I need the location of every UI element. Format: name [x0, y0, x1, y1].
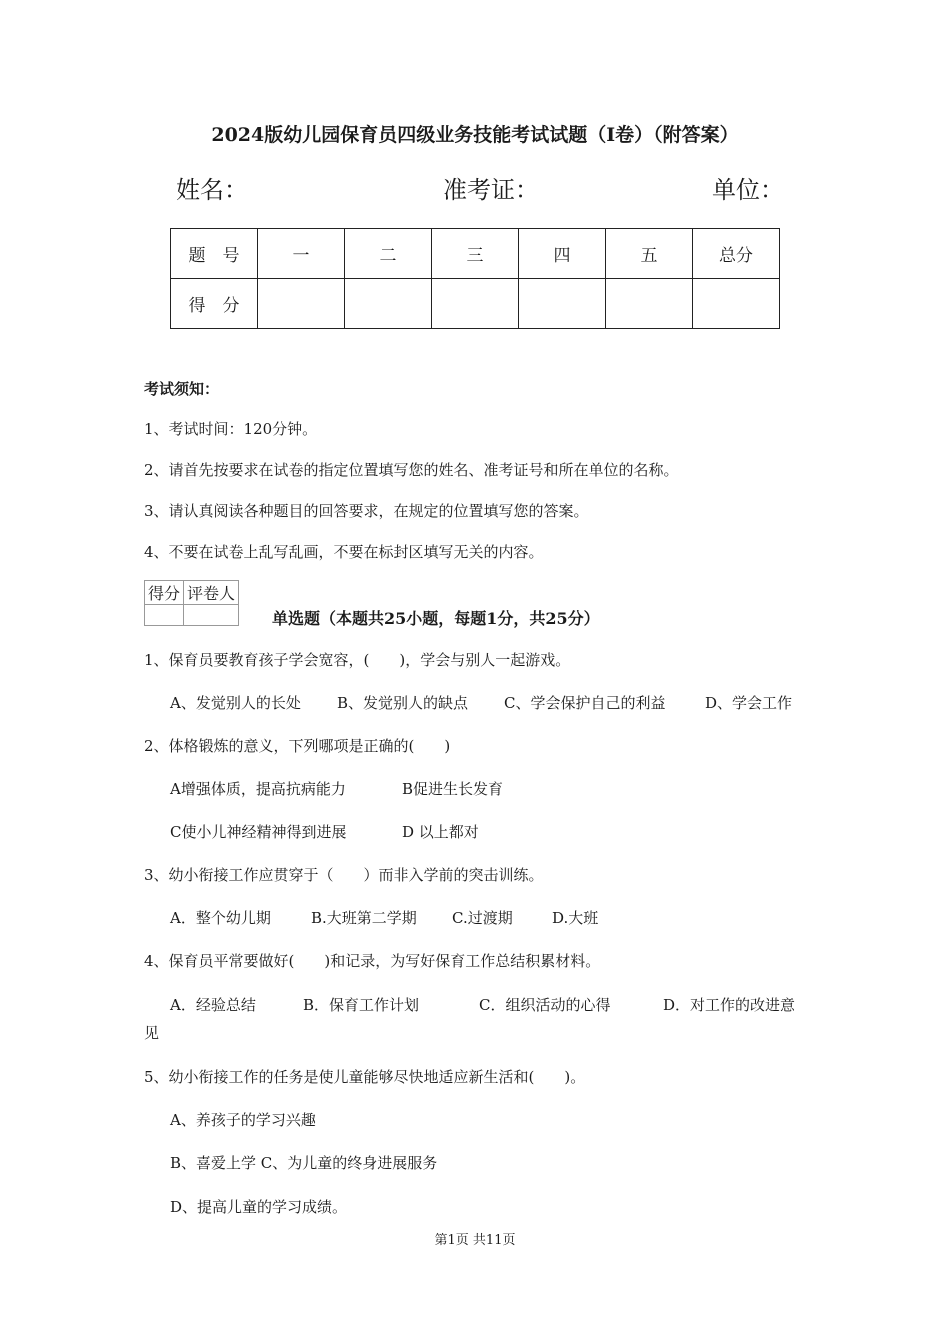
score-input-cell[interactable] [606, 279, 693, 329]
score-cell: 五 [606, 229, 693, 279]
option: A、养孩子的学习兴趣 [170, 1111, 316, 1129]
question-stem: 2、体格锻炼的意义，下列哪项是正确的( ) [144, 737, 451, 755]
score-cell: 一 [258, 229, 345, 279]
unit-label: 单位： [712, 176, 784, 204]
grader-box [144, 580, 239, 626]
score-cell: 三 [432, 229, 519, 279]
option: B．保育工作计划 [303, 996, 420, 1014]
option-wrap-text: 见 [144, 1024, 160, 1042]
option: B.大班第二学期 [311, 909, 417, 927]
notice-item: 2、请首先按要求在试卷的指定位置填写您的姓名、准考证号和所在单位的名称。 [144, 461, 679, 479]
section-title: 单选题（本题共25小题，每题1分，共25分） [272, 609, 600, 628]
score-cell: 总分 [693, 229, 780, 279]
question-options [170, 692, 792, 713]
option: B、发觉别人的缺点 [337, 694, 469, 712]
name-label: 姓名： [176, 176, 248, 204]
score-row-label: 得 分 [171, 279, 258, 329]
question-stem: 4、保育员平常要做好( )和记录，为写好保育工作总结积累材料。 [144, 952, 601, 970]
question-stem: 3、幼小衔接工作应贯穿于（ ）而非入学前的突击训练。 [144, 866, 544, 884]
grader-name-label: 评卷人 [184, 581, 239, 605]
option: C使小儿神经精神得到进展 [170, 823, 347, 841]
option: A．经验总结 [170, 996, 256, 1014]
score-cell: 题 号 [171, 229, 258, 279]
question-options [170, 994, 795, 1015]
question-options [170, 907, 598, 928]
notice-item: 1、考试时间：120分钟。 [144, 420, 318, 438]
option: C．组织活动的心得 [479, 996, 611, 1014]
option: C.过渡期 [452, 909, 513, 927]
notice-heading: 考试须知： [144, 380, 220, 398]
score-table [170, 228, 780, 329]
question-stem: 5、幼小衔接工作的任务是使儿童能够尽快地适应新生活和( )。 [144, 1068, 586, 1086]
question-options [170, 778, 503, 799]
page-footer: 第1页 共11页 [434, 1233, 516, 1248]
score-cell: 四 [519, 229, 606, 279]
question-options [170, 821, 479, 842]
score-input-cell[interactable] [432, 279, 519, 329]
score-input-cell[interactable] [519, 279, 606, 329]
option: D、提高儿童的学习成绩。 [170, 1198, 348, 1216]
option: D.大班 [552, 909, 599, 927]
option: A．整个幼儿期 [170, 909, 271, 927]
grader-score-label: 得分 [145, 581, 184, 605]
page-title: 2024版幼儿园保育员四级业务技能考试试题（I卷）（附答案） [211, 124, 739, 146]
option: A增强体质，提高抗病能力 [170, 780, 346, 798]
option: B促进生长发育 [402, 780, 504, 798]
score-input-cell[interactable] [345, 279, 432, 329]
notice-item: 3、请认真阅读各种题目的回答要求，在规定的位置填写您的答案。 [144, 502, 589, 520]
score-input-cell[interactable] [258, 279, 345, 329]
option: D．对工作的改进意 [663, 996, 796, 1014]
grader-score-cell[interactable] [145, 605, 184, 626]
score-input-cell[interactable] [693, 279, 780, 329]
score-cell: 二 [345, 229, 432, 279]
option: A、发觉别人的长处 [170, 694, 301, 712]
score-table-score-row [171, 279, 780, 329]
question-stem: 1、保育员要教育孩子学会宽容，( )，学会与别人一起游戏。 [144, 651, 571, 669]
option: D、学会工作 [705, 694, 793, 712]
exam-id-label: 准考证： [443, 176, 539, 204]
grader-name-cell[interactable] [184, 605, 239, 626]
notice-item: 4、不要在试卷上乱写乱画，不要在标封区填写无关的内容。 [144, 543, 544, 561]
option: B、喜爱上学 C、为儿童的终身进展服务 [170, 1154, 438, 1172]
option: D 以上都对 [402, 823, 479, 841]
option: C、学会保护自己的利益 [504, 694, 666, 712]
score-table-header-row [171, 229, 780, 279]
